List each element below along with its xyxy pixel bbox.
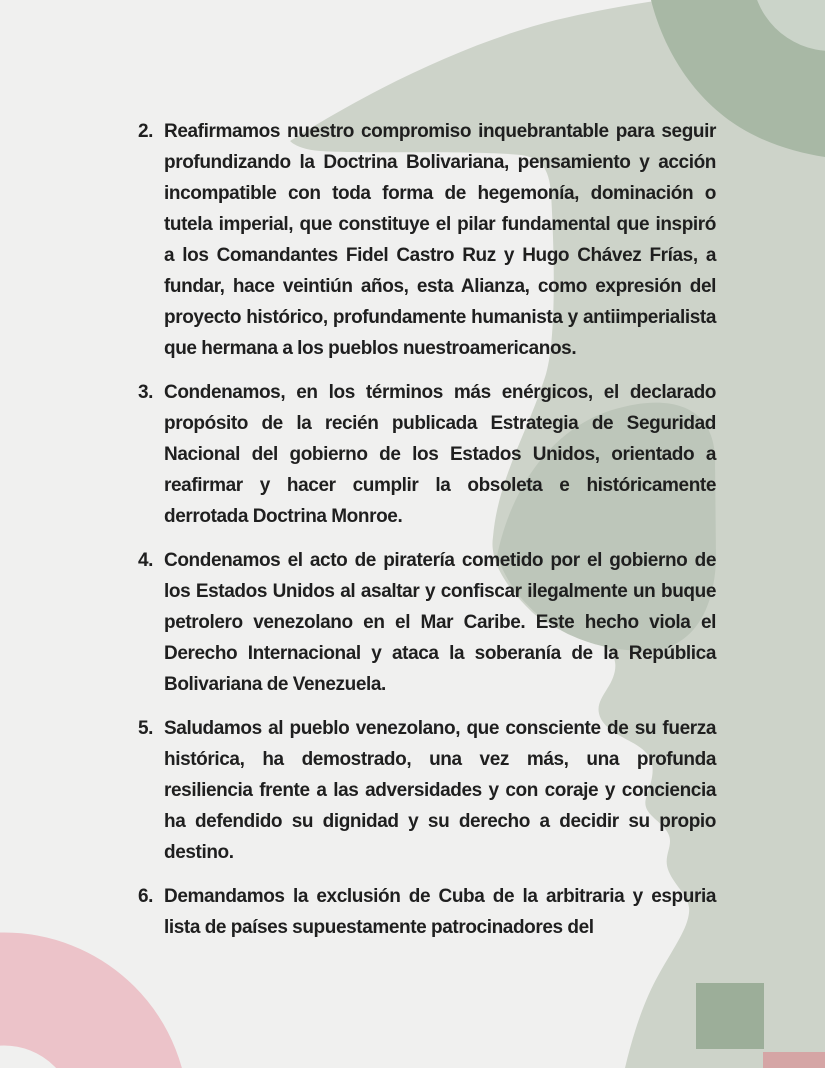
list-item-number: 2. [138,121,154,142]
list-item-number: 4. [138,550,154,571]
list-item-number: 5. [138,718,154,739]
pink-rect-shape [763,1052,825,1068]
list-item-text: Demandamos la exclusión de Cuba de la arbitraria y espuria lista de países supuestamente patrocinadores del [164,886,716,938]
list-item [138,377,716,532]
list-item-text: Reafirmamos nuestro compromiso inquebrantable para seguir profundizando la Doctrina Bolivariana, pensamiento y acción incompatible con toda forma de hegemonía, dominación o tutela imperial, que constituye el pilar fundamental que inspiró a los Comandantes Fidel Castro Ruz y Hugo Chávez Frías, a fundar, hace veintiún años, esta Alianza, como expresión del proyecto histórico, profundamente humanista y antiimperialista que hermana a los pueblos nuestroamericanos. [164,121,716,359]
list-item [138,713,716,868]
list-item-number: 3. [138,382,154,403]
list-item [138,545,716,700]
sage-square-shape [696,983,764,1049]
list-item-text: Condenamos el acto de piratería cometido por el gobierno de los Estados Unidos al asaltar y confiscar ilegalmente un buque petrolero venezolano en el Mar Caribe. Este hecho viola el Derecho Internacional y ataca la soberanía de la República Bolivariana de Venezuela. [164,550,716,695]
pink-ring-shape [0,989,132,1068]
list-item-number: 6. [138,886,154,907]
list-item-text: Saludamos al pueblo venezolano, que consciente de su fuerza histórica, ha demostrado, una vez más, una profunda resiliencia frente a las adversidades y con coraje y conciencia ha defendido su dignidad y su derecho a decidir su propio destino. [164,718,716,863]
list-item [138,116,716,364]
list-item [138,881,716,943]
list-item-text: Condenamos, en los términos más enérgicos, el declarado propósito de la recién publicada Estrategia de Seguridad Nacional del gobierno de los Estados Unidos, orientado a reafirmar y hacer cumplir la obsoleta e históricamente derrotada Doctrina Monroe. [164,382,716,527]
document-text-column [138,116,716,956]
